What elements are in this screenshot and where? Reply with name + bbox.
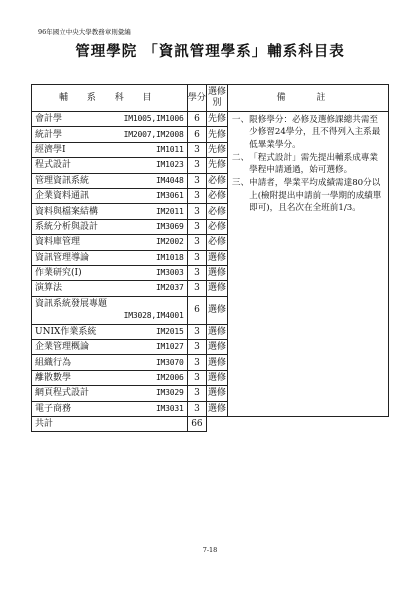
table-header-row (32, 85, 389, 112)
course-type-cell: 選修 (207, 265, 228, 280)
course-type-cell: 選修 (207, 340, 228, 355)
note-number: 三、 (231, 178, 250, 189)
course-name: 統計學 (35, 129, 63, 140)
course-code: IM3061 (155, 191, 184, 201)
course-cell (32, 355, 188, 370)
column-header-credit: 學分 (187, 85, 207, 112)
credit-cell: 3 (187, 386, 207, 401)
course-name: 會計學 (35, 114, 63, 125)
total-empty-cell (207, 417, 389, 432)
credit-cell: 3 (187, 142, 207, 157)
note-number: 二、 (231, 152, 250, 163)
course-type-cell: 先修 (207, 127, 228, 142)
course-code: IM3003 (155, 268, 184, 278)
course-name: 企業管理概論 (35, 342, 90, 353)
course-name: 電子商務 (35, 403, 72, 414)
course-type-cell: 必修 (207, 204, 228, 219)
note-item (232, 114, 384, 151)
column-header-elective: 選修別 (207, 85, 228, 112)
course-type-cell: 選修 (207, 296, 228, 324)
note-item (232, 177, 384, 214)
course-type-cell: 先修 (207, 112, 228, 127)
course-cell (32, 235, 188, 250)
course-cell (32, 219, 188, 234)
course-cell (32, 158, 188, 173)
course-cell (32, 127, 188, 142)
credit-cell: 3 (187, 265, 207, 280)
course-code: IM4048 (155, 175, 184, 185)
course-name: 作業研究(Ⅰ) (35, 268, 82, 279)
course-type-cell: 必修 (207, 188, 228, 203)
credit-cell: 3 (187, 204, 207, 219)
course-type-cell: 先修 (207, 142, 228, 157)
course-cell (32, 296, 188, 324)
course-type-cell: 先修 (207, 158, 228, 173)
note-text: 限修學分：必修及選修課總共需至少修習24學分，且不得列入主系最低畢業學分。 (249, 115, 381, 150)
course-cell (32, 188, 188, 203)
course-type-cell: 選修 (207, 250, 228, 265)
total-label: 共計 (32, 417, 188, 432)
course-type-cell: 選修 (207, 401, 228, 416)
course-type-cell: 選修 (207, 281, 228, 296)
course-type-cell: 選修 (207, 370, 228, 385)
course-code: IM3029 (155, 388, 184, 398)
course-type-cell: 必修 (207, 173, 228, 188)
course-name: 演算法 (35, 283, 63, 294)
credit-cell: 3 (187, 401, 207, 416)
course-code: IM2011 (155, 206, 184, 216)
course-name: 企業資料通訊 (35, 191, 90, 202)
credit-cell: 3 (187, 219, 207, 234)
credit-cell: 3 (187, 173, 207, 188)
course-code: IM1023 (155, 160, 184, 170)
course-cell (32, 173, 188, 188)
course-cell (32, 250, 188, 265)
table-row (32, 112, 389, 127)
course-cell (32, 204, 188, 219)
course-code: IM2037 (155, 283, 184, 293)
notes-cell (227, 112, 388, 417)
credit-cell: 3 (187, 250, 207, 265)
course-name: 資訊管理導論 (35, 252, 90, 263)
course-code: IM2007,IM2008 (123, 129, 184, 139)
course-cell (32, 281, 188, 296)
column-header-note: 備 註 (227, 85, 388, 112)
credit-cell: 6 (187, 127, 207, 142)
page-title: 管理學院 「資訊管理學系」輔系科目表 (75, 43, 345, 60)
course-code: IM1011 (155, 144, 184, 154)
course-name: 程式設計 (35, 160, 72, 171)
notes-list (232, 114, 384, 214)
total-credit: 66 (187, 417, 207, 432)
credit-cell: 3 (187, 355, 207, 370)
minor-courses-table (31, 84, 389, 432)
credit-cell: 3 (187, 340, 207, 355)
course-cell (32, 324, 188, 339)
course-name: 經濟學Ⅰ (35, 144, 66, 155)
course-cell (32, 386, 188, 401)
note-text: 「程式設計」需先提出輔系成專業學程申請通過，始可選修。 (249, 152, 379, 176)
course-name: 組織行為 (35, 357, 72, 368)
course-cell (32, 112, 188, 127)
course-code: IM2015 (155, 326, 184, 336)
course-name: 資料與檔案結構 (35, 206, 99, 217)
table-body (32, 112, 389, 432)
note-item (232, 152, 384, 177)
course-code: IM3028,IM4001 (123, 311, 184, 321)
credit-cell: 3 (187, 235, 207, 250)
course-cell (32, 370, 188, 385)
course-name: 資料庫管理 (35, 237, 81, 248)
note-text: 申請者，學業平均成績需達80分以上(檢附提出申請前一學期的成績單即可)，且名次在全班前1/3。 (249, 178, 382, 214)
page-number: 7-18 (202, 546, 218, 554)
credit-cell: 3 (187, 281, 207, 296)
course-name: 資訊系統發展專題 (35, 299, 108, 310)
course-name: 網頁程式設計 (35, 388, 90, 399)
course-code: IM2006 (155, 373, 184, 383)
note-number: 一、 (231, 115, 250, 125)
course-code: IM2002 (155, 237, 184, 247)
course-type-cell: 必修 (207, 219, 228, 234)
course-cell (32, 340, 188, 355)
course-code: IM1005,IM1006 (123, 114, 184, 124)
course-code: IM3069 (155, 221, 184, 231)
course-cell (32, 401, 188, 416)
course-name: UNIX作業系統 (35, 326, 97, 337)
course-code: IM3031 (155, 403, 184, 413)
course-type-cell: 選修 (207, 386, 228, 401)
course-code: IM1027 (155, 342, 184, 352)
column-header-course: 輔 系 科 目 (32, 85, 188, 112)
course-name: 系統分析與設計 (35, 221, 99, 232)
credit-cell: 3 (187, 324, 207, 339)
credit-cell: 3 (187, 370, 207, 385)
course-type-cell: 選修 (207, 355, 228, 370)
course-name: 離散數學 (35, 373, 72, 384)
course-code: IM1018 (155, 252, 184, 262)
course-type-cell: 必修 (207, 235, 228, 250)
credit-cell: 3 (187, 188, 207, 203)
course-code: IM3070 (155, 357, 184, 367)
credit-cell: 3 (187, 158, 207, 173)
total-row (32, 417, 389, 432)
document-header-note: 96年國立中央大學教務章則彙編 (38, 28, 131, 36)
course-cell (32, 265, 188, 280)
credit-cell: 6 (187, 112, 207, 127)
course-cell (32, 142, 188, 157)
course-name: 管理資訊系統 (35, 175, 90, 186)
course-type-cell: 選修 (207, 324, 228, 339)
credit-cell: 6 (187, 296, 207, 324)
